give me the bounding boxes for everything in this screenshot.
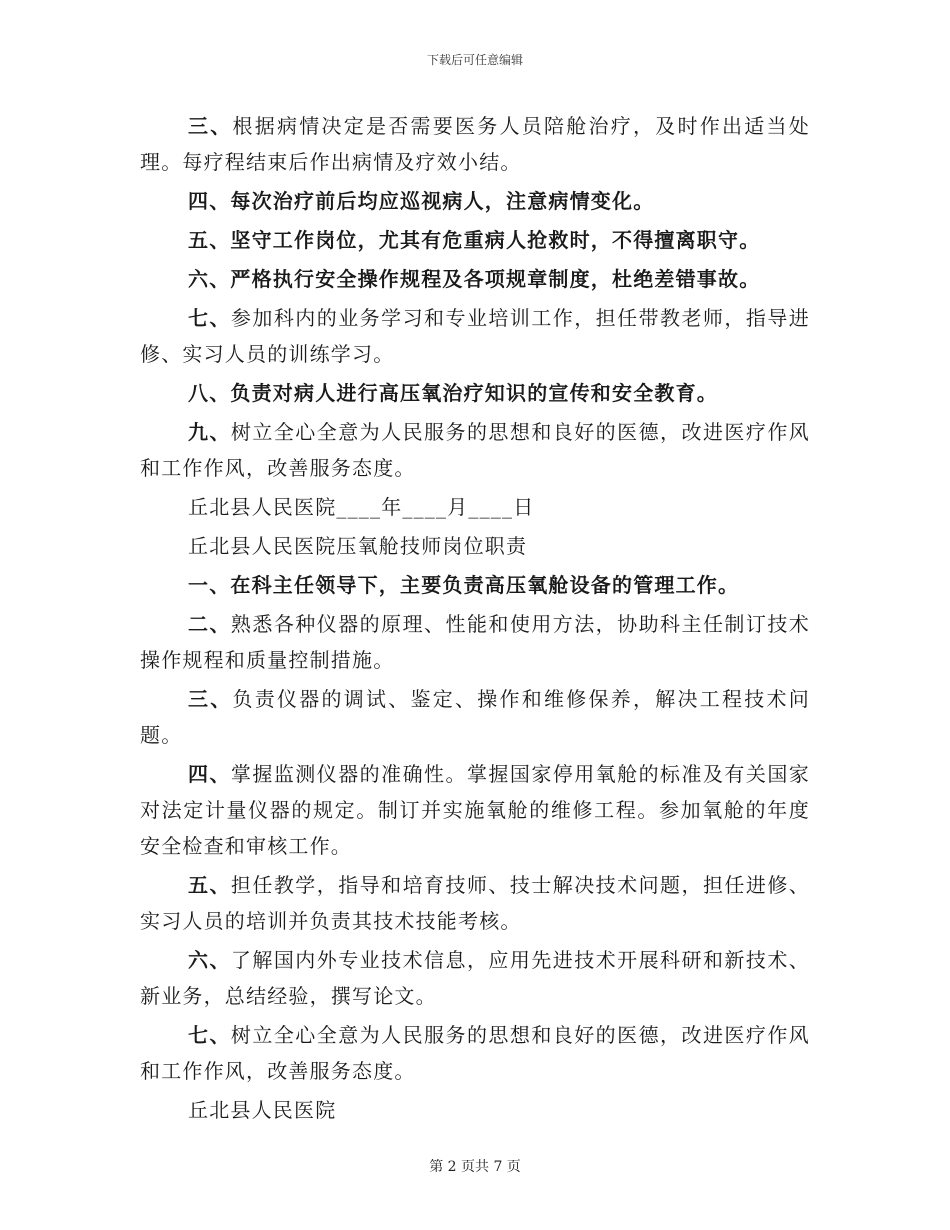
paragraph xyxy=(140,261,810,297)
paragraph-text: 担任教学，指导和培育技师、技士解决技术问题，担任进修、实习人员的培训并负责其技术技能考核。 xyxy=(140,873,810,933)
paragraph-text: 丘北县人民医院____年____月____日 xyxy=(188,495,535,519)
paragraph-text: 每次治疗前后均应巡视病人，注意病情变化。 xyxy=(230,189,655,213)
paragraph-text: 在科主任领导下，主要负责高压氧舱设备的管理工作。 xyxy=(230,573,740,597)
paragraph-number: 七、 xyxy=(188,1023,231,1047)
paragraph-number: 九、 xyxy=(188,420,231,444)
paragraph xyxy=(140,183,810,219)
page-footer: 第 2 页共 7 页 xyxy=(429,1159,521,1175)
paragraph-number: 四、 xyxy=(188,189,231,213)
paragraph xyxy=(140,867,810,939)
paragraph xyxy=(140,414,810,486)
paragraph-number: 七、 xyxy=(188,306,231,330)
paragraph-text: 树立全心全意为人民服务的思想和良好的医德，改进医疗作风和工作作风，改善服务态度。 xyxy=(140,420,810,480)
paragraph-text: 丘北县人民医院压氧舱技师岗位职责 xyxy=(188,534,528,558)
page-header: 下载后可任意编辑 xyxy=(426,53,523,67)
paragraph-text: 丘北县人民医院 xyxy=(188,1098,337,1122)
paragraph-text: 掌握监测仪器的准确性。掌握国家停用氧舱的标准及有关国家对法定计量仪器的规定。制订并实施氧舱的维修工程。参加氧舱的年度安全检查和审核工作。 xyxy=(140,762,810,858)
paragraph xyxy=(140,567,810,603)
document-body xyxy=(140,108,810,1128)
paragraph-number: 八、 xyxy=(188,381,231,405)
paragraph-text: 负责对病人进行高压氧治疗知识的宣传和安全教育。 xyxy=(230,381,719,405)
paragraph-number: 三、 xyxy=(188,687,233,711)
paragraph-number: 五、 xyxy=(188,873,231,897)
paragraph xyxy=(140,942,810,1014)
paragraph-number: 四、 xyxy=(188,762,231,786)
paragraph xyxy=(140,222,810,258)
paragraph-number: 五、 xyxy=(188,228,231,252)
paragraph xyxy=(140,681,810,753)
paragraph xyxy=(140,1092,810,1128)
paragraph xyxy=(140,756,810,864)
paragraph xyxy=(140,606,810,678)
paragraph-text: 根据病情决定是否需要医务人员陪舱治疗，及时作出适当处理。每疗程结束后作出病情及疗效小结。 xyxy=(140,114,811,174)
paragraph-number: 六、 xyxy=(188,267,231,291)
paragraph-text: 严格执行安全操作规程及各项规章制度，杜绝差错事故。 xyxy=(230,267,761,291)
paragraph-text: 树立全心全意为人民服务的思想和良好的医德，改进医疗作风和工作作风，改善服务态度。 xyxy=(140,1023,810,1083)
paragraph-text: 熟悉各种仪器的原理、性能和使用方法，协助科主任制订技术操作规程和质量控制措施。 xyxy=(140,612,810,672)
paragraph xyxy=(140,1017,810,1089)
paragraph-text: 参加科内的业务学习和专业培训工作，担任带教老师，指导进修、实习人员的训练学习。 xyxy=(140,306,810,366)
paragraph-text: 坚守工作岗位，尤其有危重病人抢救时，不得擅离职守。 xyxy=(230,228,761,252)
paragraph-number: 二、 xyxy=(188,612,231,636)
paragraph-text: 负责仪器的调试、鉴定、操作和维修保养，解决工程技术问题。 xyxy=(140,687,811,747)
paragraph-number: 一、 xyxy=(188,573,231,597)
paragraph xyxy=(140,300,810,372)
paragraph xyxy=(140,528,810,564)
paragraph-number: 三、 xyxy=(188,114,233,138)
paragraph xyxy=(140,108,810,180)
paragraph xyxy=(140,489,810,525)
paragraph-text: 了解国内外专业技术信息，应用先进技术开展科研和新技术、新业务，总结经验，撰写论文。 xyxy=(140,948,810,1008)
paragraph-number: 六、 xyxy=(188,948,231,972)
paragraph xyxy=(140,375,810,411)
